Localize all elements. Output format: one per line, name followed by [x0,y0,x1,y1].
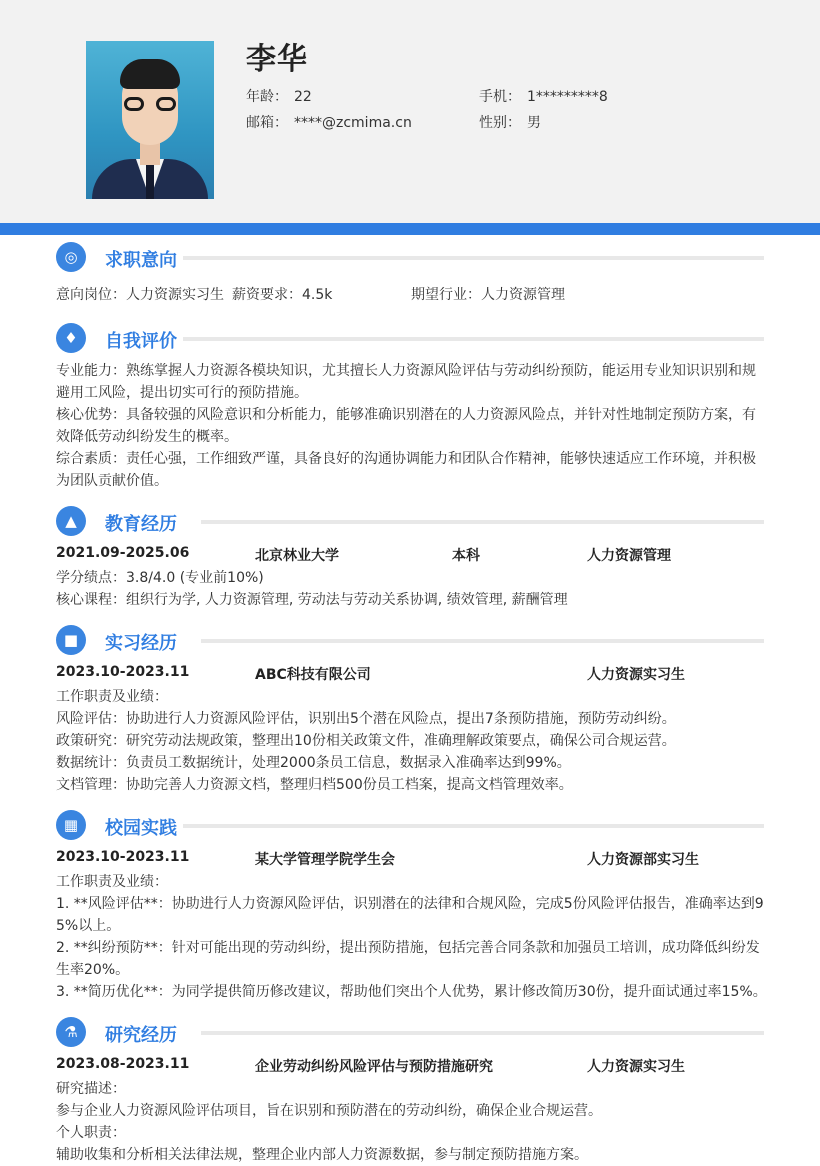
section-divider [183,256,764,260]
internship-line: 风险评估：协助进行人力资源风险评估，识别出5个潜在风险点，提出7条预防措施，预防劳动纠纷。 [56,711,676,727]
building-icon: ▦ [56,810,86,840]
section-research [56,1017,764,1049]
campus-date: 2023.10-2023.11 [56,849,190,865]
phone-info: 手机： 1*********8 [479,89,608,105]
research-role: 人力资源实习生 [587,1059,685,1075]
section-title: 求职意向 [105,250,177,271]
email-info: 邮箱： ****@zcmima.cn [246,115,412,131]
research-date: 2023.08-2023.11 [56,1056,190,1072]
internship-line: 文档管理：协助完善人力资源文档，整理归档500份员工档案，提高文档管理效率。 [56,777,573,793]
section-internship [56,625,764,657]
candidate-name: 李华 [246,42,308,77]
research-line: 个人职责： [56,1125,126,1141]
badge-icon: ♦ [56,323,86,353]
education-school: 北京林业大学 [255,548,339,564]
internship-role: 人力资源实习生 [587,667,685,683]
internship-line: 政策研究：研究劳动法规政策，整理出10份相关政策文件，准确理解政策要点，确保公司合规运营。 [56,733,676,749]
campus-line: 1. **风险评估**：协助进行人力资源风险评估，识别潜在的法律和合规风险，完成5份风险评估报告，准确率达到95%以上。 [56,896,764,934]
education-gpa: 学分绩点：3.8/4.0 (专业前10%) [56,570,264,586]
internship-date: 2023.10-2023.11 [56,664,190,680]
self-eval-paragraph: 核心优势：具备较强的风险意识和分析能力，能够准确识别潜在的人力资源风险点，并针对性地制定预防方案，有效降低劳动纠纷发生的概率。 [56,407,756,445]
flask-icon: ⚗ [56,1017,86,1047]
campus-org: 某大学管理学院学生会 [255,852,395,868]
gender-info: 性别： 男 [479,115,541,131]
education-degree: 本科 [452,548,480,564]
profile-photo [86,41,214,199]
education-major: 人力资源管理 [587,548,671,564]
section-divider [201,639,764,643]
self-eval-paragraph: 综合素质：责任心强，工作细致严谨，具备良好的沟通协调能力和团队合作精神，能够快速适应工作环境，并积极为团队贡献价值。 [56,451,756,489]
internship-company: ABC科技有限公司 [255,667,371,683]
education-date: 2021.09-2025.06 [56,545,190,561]
campus-line: 工作职责及业绩： [56,874,168,890]
section-title: 教育经历 [105,514,177,535]
section-education [56,506,764,538]
internship-line: 数据统计：负责员工数据统计，处理2000条员工信息，数据录入准确率达到99%。 [56,755,571,771]
education-courses: 核心课程：组织行为学, 人力资源管理, 劳动法与劳动关系协调, 绩效管理, 薪酬管理 [56,592,568,608]
section-campus-practice [56,810,764,842]
section-divider [201,520,764,524]
research-line: 研究描述： [56,1081,126,1097]
research-line: 辅助收集和分析相关法律法规，整理企业内部人力资源数据，参与制定预防措施方案。 [56,1147,588,1163]
research-line: 参与企业人力资源风险评估项目，旨在识别和预防潜在的劳动纠纷，确保企业合规运营。 [56,1103,602,1119]
campus-line: 3. **简历优化**：为同学提供简历修改建议，帮助他们突出个人优势，累计修改简历30份，提升面试通过率15%。 [56,984,767,1000]
self-eval-paragraph: 专业能力：熟练掌握人力资源各模块知识，尤其擅长人力资源风险评估与劳动纠纷预防，能运用专业知识识别和规避用工风险，提出切实可行的预防措施。 [56,363,756,401]
age-info: 年龄： 22 [246,89,312,105]
section-title: 自我评价 [105,331,177,352]
campus-line: 2. **纠纷预防**：针对可能出现的劳动纠纷，提出预防措施，包括完善合同条款和加强员工培训，成功降低纠纷发生率20%。 [56,940,760,978]
section-self-evaluation [56,323,764,355]
intent-row: 意向岗位：人力资源实习生 薪资要求：4.5k [56,287,333,303]
section-title: 实习经历 [105,633,177,654]
campus-role: 人力资源部实习生 [587,852,699,868]
section-divider [183,824,764,828]
header-accent-bar [0,223,820,235]
section-divider [201,1031,764,1035]
section-title: 校园实践 [105,818,177,839]
section-title: 研究经历 [105,1025,177,1046]
research-project: 企业劳动纠纷风险评估与预防措施研究 [255,1059,493,1075]
section-divider [183,337,764,341]
internship-line: 工作职责及业绩： [56,689,168,705]
intent-industry: 期望行业：人力资源管理 [411,287,565,303]
briefcase-icon: ■ [56,625,86,655]
section-job-intent [56,242,764,274]
target-icon: ◎ [56,242,86,272]
graduation-cap-icon: ▲ [56,506,86,536]
